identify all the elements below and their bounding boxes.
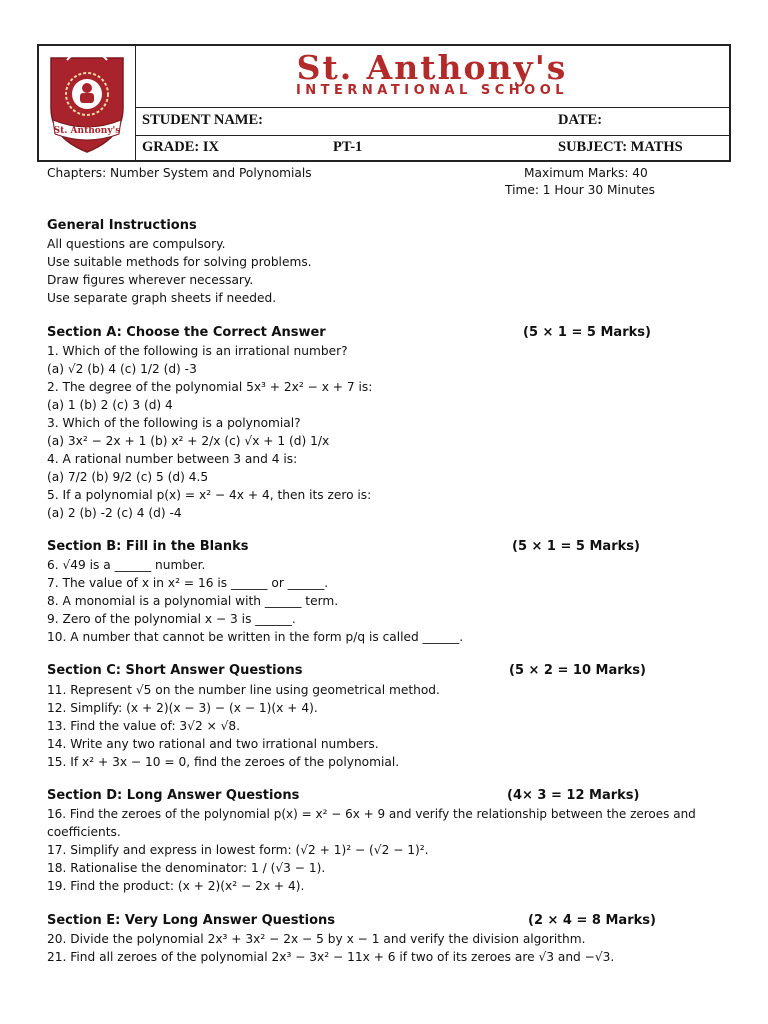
- subject-label: SUBJECT: MATHS: [558, 139, 683, 155]
- question-line: (a) 2 (b) -2 (c) 4 (d) -4: [47, 506, 182, 520]
- section-c-marks: (5 × 2 = 10 Marks): [509, 663, 646, 678]
- test-label: PT-1: [333, 139, 363, 155]
- instruction-line: Use separate graph sheets if needed.: [47, 291, 277, 305]
- question-line: 18. Rationalise the denominator: 1 / (√3 − 1).: [47, 861, 326, 875]
- logo-text: St. Anthony's: [53, 126, 121, 136]
- logo-cell: [39, 46, 136, 160]
- section-b-marks: (5 × 1 = 5 Marks): [512, 539, 640, 554]
- max-marks-text: Maximum Marks: 40: [524, 166, 648, 180]
- question-line: 1. Which of the following is an irrational number?: [47, 344, 348, 358]
- instruction-line: Draw figures wherever necessary.: [47, 273, 254, 287]
- question-line: 8. A monomial is a polynomial with ______ term.: [47, 594, 339, 608]
- question-line: 13. Find the value of: 3√2 × √8.: [47, 719, 241, 733]
- section-a-marks: (5 × 1 = 5 Marks): [523, 325, 651, 340]
- school-header: [37, 44, 731, 162]
- question-line: 14. Write any two rational and two irrational numbers.: [47, 737, 379, 751]
- question-line: 12. Simplify: (x + 2)(x − 3) − (x − 1)(x + 4).: [47, 701, 318, 715]
- section-d-title: Section D: Long Answer Questions: [47, 788, 300, 803]
- question-line: 5. If a polynomial p(x) = x² − 4x + 4, then its zero is:: [47, 488, 372, 502]
- header-row-student: [135, 107, 729, 136]
- question-line: 9. Zero of the polynomial x − 3 is ______.: [47, 612, 296, 626]
- section-e-title: Section E: Very Long Answer Questions: [47, 913, 336, 928]
- question-line: 17. Simplify and express in lowest form: (√2 + 1)² − (√2 − 1)².: [47, 843, 429, 857]
- question-line: coefficients.: [47, 825, 121, 839]
- section-c-title: Section C: Short Answer Questions: [47, 663, 303, 678]
- question-line: (a) 3x² − 2x + 1 (b) x² + 2/x (c) √x + 1 (d) 1/x: [47, 434, 330, 448]
- header-row-grade: [135, 135, 729, 160]
- question-line: 2. The degree of the polynomial 5x³ + 2x² − x + 7 is:: [47, 380, 373, 394]
- question-line: 15. If x² + 3x − 10 = 0, find the zeroes of the polynomial.: [47, 755, 400, 769]
- section-e-marks: (2 × 4 = 8 Marks): [528, 913, 656, 928]
- student-name-label: STUDENT NAME:: [142, 112, 263, 128]
- school-crest-logo: [39, 46, 135, 160]
- question-line: 3. Which of the following is a polynomial?: [47, 416, 301, 430]
- section-d-marks: (4× 3 = 12 Marks): [507, 788, 640, 803]
- question-line: (a) 7/2 (b) 9/2 (c) 5 (d) 4.5: [47, 470, 209, 484]
- question-line: 6. √49 is a ______ number.: [47, 558, 206, 572]
- grade-label: GRADE: IX: [142, 139, 219, 155]
- question-line: 21. Find all zeroes of the polynomial 2x³ − 3x² − 11x + 6 if two of its zeroes are √3 and −√3.: [47, 950, 615, 964]
- question-line: 11. Represent √5 on the number line using geometrical method.: [47, 683, 440, 697]
- section-a-title: Section A: Choose the Correct Answer: [47, 325, 326, 340]
- chapters-text: Chapters: Number System and Polynomials: [47, 166, 312, 180]
- school-banner: [135, 46, 729, 108]
- time-text: Time: 1 Hour 30 Minutes: [505, 183, 656, 197]
- instruction-line: All questions are compulsory.: [47, 237, 226, 251]
- instructions-title: General Instructions: [47, 218, 197, 233]
- question-line: 20. Divide the polynomial 2x³ + 3x² − 2x − 5 by x − 1 and verify the division algorithm.: [47, 932, 586, 946]
- instruction-line: Use suitable methods for solving problems.: [47, 255, 312, 269]
- question-line: 16. Find the zeroes of the polynomial p(x) = x² − 6x + 9 and verify the relationship between the zeroes and: [47, 807, 696, 821]
- question-line: (a) 1 (b) 2 (c) 3 (d) 4: [47, 398, 173, 412]
- question-line: 4. A rational number between 3 and 4 is:: [47, 452, 298, 466]
- question-line: 7. The value of x in x² = 16 is ______ or ______.: [47, 576, 329, 590]
- question-line: 10. A number that cannot be written in the form p/q is called ______.: [47, 630, 464, 644]
- school-name: St. Anthony's: [296, 48, 568, 87]
- section-b-title: Section B: Fill in the Blanks: [47, 539, 249, 554]
- question-line: 19. Find the product: (x + 2)(x² − 2x + 4).: [47, 879, 305, 893]
- date-label: DATE:: [558, 112, 603, 128]
- question-line: (a) √2 (b) 4 (c) 1/2 (d) -3: [47, 362, 197, 376]
- school-subtitle: INTERNATIONAL SCHOOL: [295, 83, 569, 98]
